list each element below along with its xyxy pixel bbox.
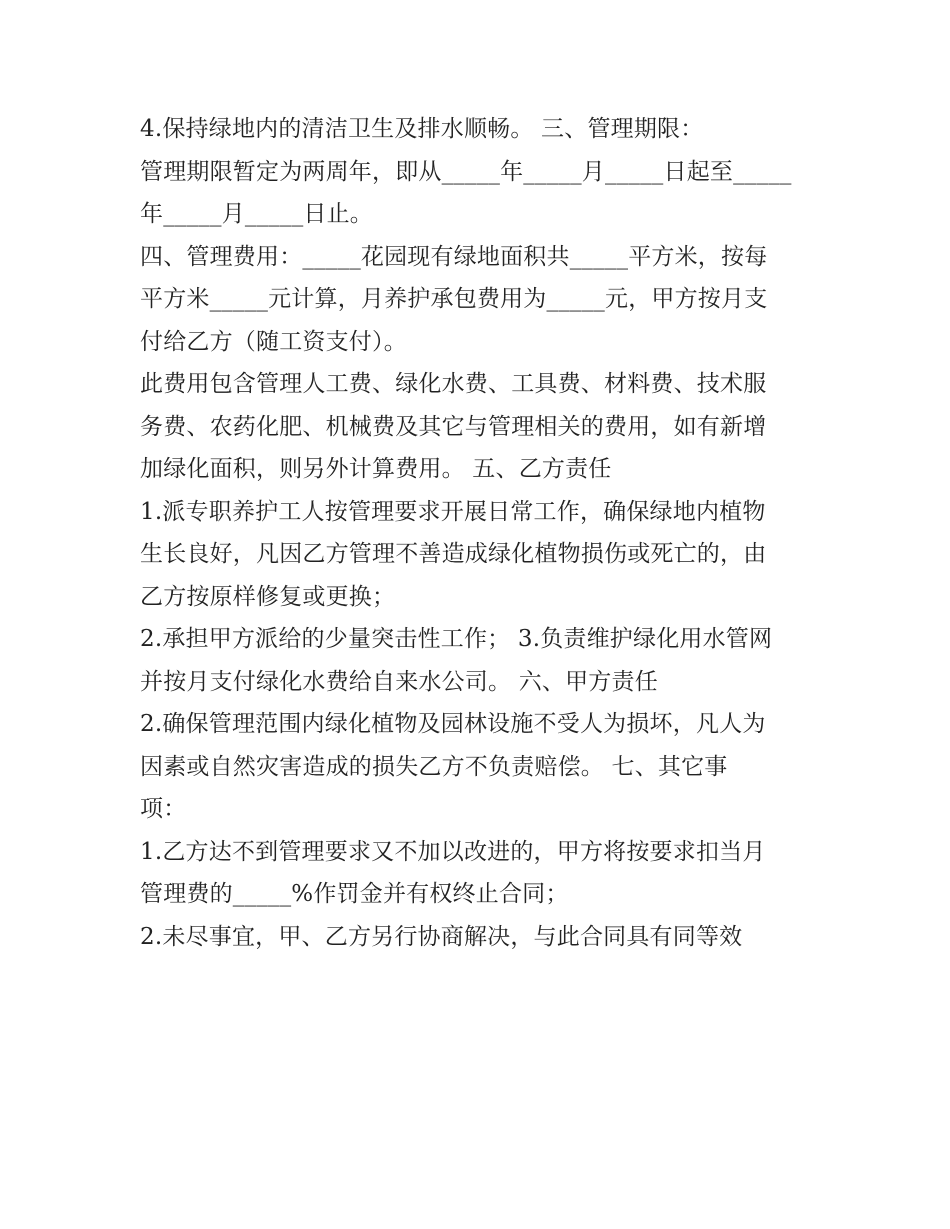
text-line: 管理费的_____%作罚金并有权终止合同； <box>140 881 569 907</box>
text-line: 生长良好，凡因乙方管理不善造成绿化植物损伤或死亡的，由 <box>140 541 767 567</box>
text-line: 付给乙方（随工资支付）。 <box>140 328 407 355</box>
text-line: 1.派专职养护工人按管理要求开展日常工作，确保绿地内植物 <box>140 498 766 525</box>
text-line: 项： <box>140 796 187 822</box>
text-line: 此费用包含管理人工费、绿化水费、工具费、材料费、技术服 <box>140 371 767 397</box>
text-line: 加绿化面积，则另外计算费用。 五、乙方责任 <box>140 456 612 482</box>
text-line: 并按月支付绿化水费给自来水公司。 六、甲方责任 <box>140 668 658 695</box>
text-line: 务费、农药化肥、机械费及其它与管理相关的费用，如有新增 <box>140 413 767 440</box>
text-line: 乙方按原样修复或更换； <box>140 583 396 610</box>
text-line: 管理期限暂定为两周年，即从_____年_____月_____日起至_____ <box>140 158 792 185</box>
text-line: 1.乙方达不到管理要求又不加以改进的，甲方将按要求扣当月 <box>140 838 766 865</box>
text-line: 因素或自然灾害造成的损失乙方不负责赔偿。 七、其它事 <box>140 753 728 780</box>
text-line: 年_____月_____日止。 <box>140 201 373 227</box>
document-body <box>140 108 820 958</box>
text-line: 4.保持绿地内的清洁卫生及排水顺畅。 三、管理期限： <box>140 116 704 142</box>
text-line: 平方米_____元计算，月养护承包费用为_____元，甲方按月支 <box>140 286 768 312</box>
text-line: 2.确保管理范围内绿化植物及园林设施不受人为损坏，凡人为 <box>140 711 766 737</box>
text-line: 2.承担甲方派给的少量突击性工作； 3.负责维护绿化用水管网 <box>140 626 773 652</box>
text-line: 2.未尽事宜，甲、乙方另行协商解决，与此合同具有同等效 <box>140 923 743 950</box>
text-line: 四、管理费用：_____花园现有绿地面积共_____平方米，按每 <box>140 243 768 270</box>
